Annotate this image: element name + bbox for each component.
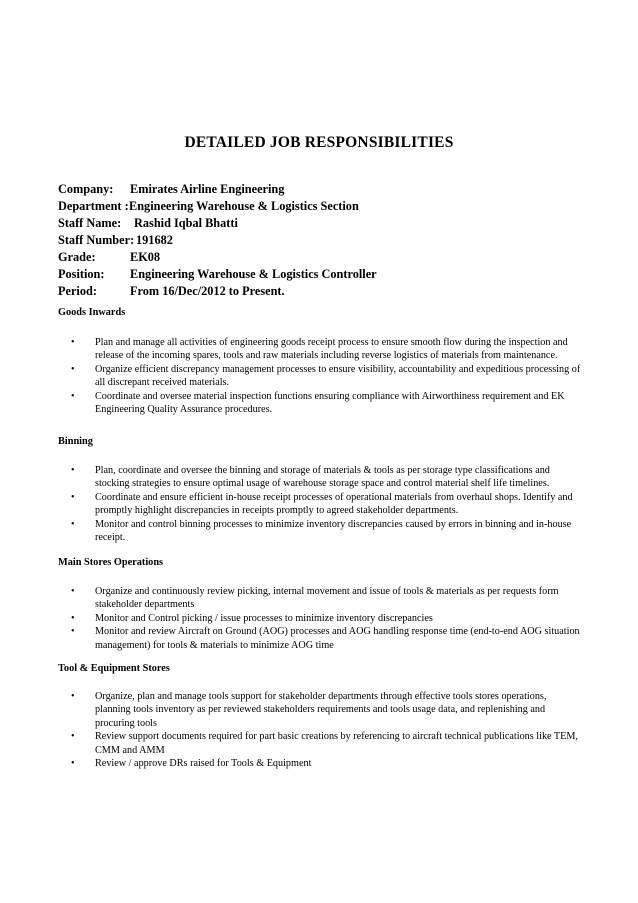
- list-item: [0, 757, 638, 770]
- bullet-icon: •: [71, 363, 75, 375]
- bullet-icon: •: [71, 731, 75, 743]
- bullet-icon: •: [71, 758, 75, 770]
- bullet-icon: •: [71, 390, 75, 402]
- list-item: [0, 518, 638, 545]
- info-value: 191682: [136, 233, 173, 247]
- list-item: [0, 625, 638, 652]
- section-heading-tool-equipment-stores: Tool & Equipment Stores: [58, 663, 170, 674]
- list-item: [0, 585, 638, 612]
- list-item-text: Monitor and control binning processes to minimize inventory discrepancies caused by errors in binning and in-house receipt.: [95, 518, 572, 544]
- info-value: Engineering Warehouse & Logistics Controller: [130, 267, 377, 281]
- info-value: Rashid Iqbal Bhatti: [134, 216, 238, 230]
- bullet-icon: •: [71, 465, 75, 476]
- info-label: Company:: [58, 182, 114, 196]
- list-item: [0, 363, 638, 390]
- info-label: Staff Name:: [58, 216, 122, 230]
- list-item-text: Monitor and review Aircraft on Ground (AOG) processes and AOG handling response time (end-to-end AOG situation management) for tools & materials to minimize AOG time: [95, 626, 580, 651]
- list-item: [0, 390, 638, 417]
- list-item: [0, 464, 638, 491]
- info-value: Emirates Airline Engineering: [130, 182, 285, 196]
- page-title: DETAILED JOB RESPONSIBILITIES: [184, 134, 454, 151]
- info-label: Grade:: [58, 250, 96, 264]
- info-value: From 16/Dec/2012 to Present.: [130, 284, 285, 298]
- list-item-text: Plan, coordinate and oversee the binning and storage of materials & tools as per storage type classifications and stocking strategies to ensure optimal usage of warehouse storage space and control material shelf life timelines.: [95, 465, 550, 490]
- list-item-text: Organize efficient discrepancy management processes to ensure visibility, accountability and expeditious processing of all discrepant received materials.: [95, 363, 581, 389]
- list-item: [0, 730, 638, 757]
- list-item: [0, 336, 638, 363]
- bullet-icon: •: [71, 337, 75, 348]
- list-item-text: Plan and manage all activities of engineering goods receipt process to ensure smooth flow during the inspection and release of the incoming spares, tools and raw materials including reverse logistics of materials from maintenance.: [95, 337, 568, 362]
- list-item-text: Monitor and Control picking / issue processes to minimize inventory discrepancies: [95, 612, 433, 624]
- info-label: Period:: [58, 284, 97, 298]
- bullet-list-goods-inwards: [0, 336, 638, 416]
- list-item: [0, 491, 638, 518]
- bullet-icon: •: [71, 626, 75, 638]
- list-item-text: Coordinate and ensure efficient in-house receipt processes of operational materials from overhaul shops. Identify and promptly highlight discrepancies in receipts promptly to agreed stakeholder departments.: [95, 491, 573, 517]
- list-item-text: Organize and continuously review picking, internal movement and issue of tools & materials as per requests form stakeholder departments: [95, 586, 559, 611]
- section-heading-binning: Binning: [58, 436, 93, 447]
- list-item: [0, 612, 638, 625]
- info-label: Department :: [58, 199, 129, 213]
- bullet-icon: •: [71, 586, 75, 597]
- bullet-icon: •: [71, 612, 75, 624]
- info-label: Position:: [58, 267, 105, 281]
- info-value: Engineering Warehouse & Logistics Section: [129, 199, 359, 213]
- bullet-list-binning: [0, 464, 638, 544]
- list-item-text: Review support documents required for part basic creations by referencing to aircraft technical publications like TEM, CMM and AMM: [95, 731, 578, 756]
- bullet-list-main-stores: [0, 585, 638, 652]
- section-heading-main-stores-operations: Main Stores Operations: [58, 557, 164, 568]
- list-item-text: Review / approve DRs raised for Tools & Equipment: [95, 758, 312, 770]
- list-item-text: Organize, plan and manage tools support for stakeholder departments through effective tools stores operations, planning tools inventory as per reviewed stakeholders requirements and tools usage data, and replenishing and procuring tools: [95, 691, 547, 729]
- bullet-icon: •: [71, 691, 75, 702]
- section-heading-goods-inwards: Goods Inwards: [58, 307, 126, 318]
- info-label: Staff Number:: [58, 233, 135, 247]
- bullet-icon: •: [71, 491, 75, 503]
- list-item: [0, 690, 638, 730]
- info-value: EK08: [130, 250, 161, 264]
- bullet-list-tool-equipment: [0, 690, 638, 770]
- list-item-text: Coordinate and oversee material inspection functions ensuring compliance with Airworthiness requirement and EK Engineering Quality Assurance procedures.: [95, 390, 565, 416]
- bullet-icon: •: [71, 518, 75, 530]
